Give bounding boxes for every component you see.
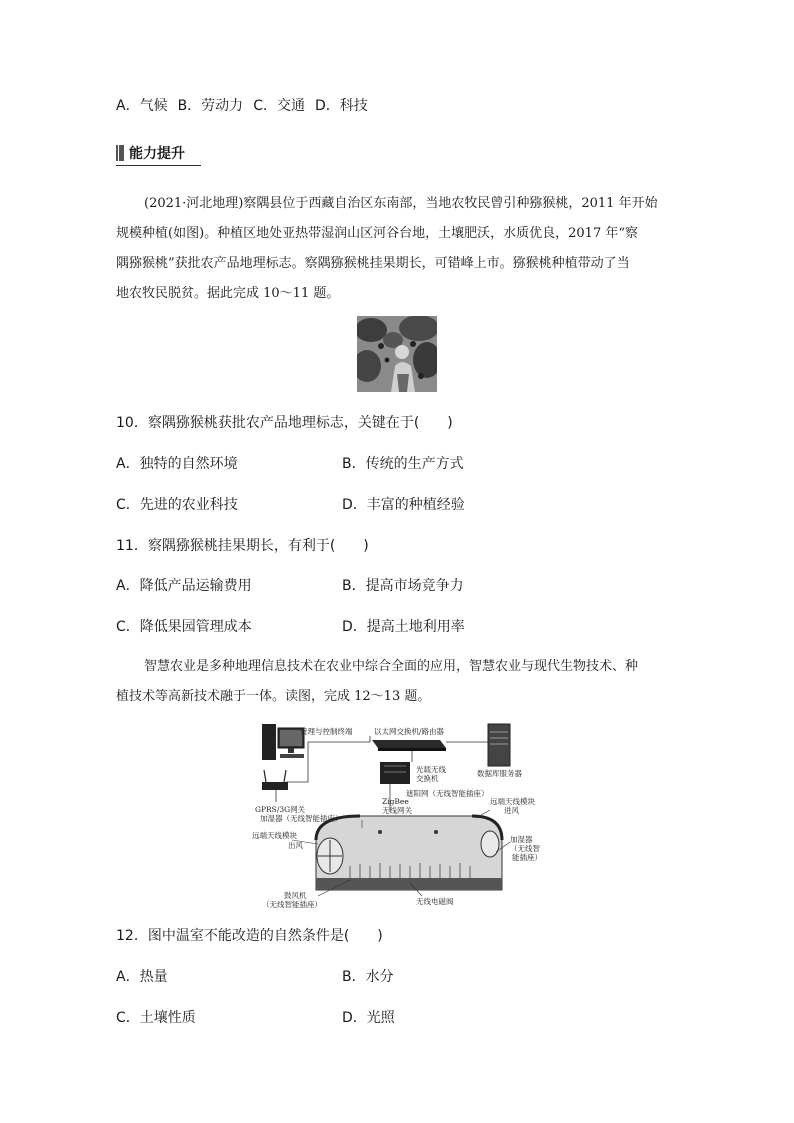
label-remote-out-1: 远端天线模块 xyxy=(252,831,297,840)
q10-option-d: D．丰富的种植经验 xyxy=(342,497,465,513)
label-remote-in-1: 远端天线模块 xyxy=(490,797,535,806)
section-heading xyxy=(116,143,201,166)
label-blower-1: 鼓风机 xyxy=(284,891,307,900)
label-humidifier-right-3: 能插座） xyxy=(512,853,542,862)
q10-stem: 10．察隅猕猴桃获批农产品地理标志，关键在于( ) xyxy=(116,415,453,431)
q9-option-c: C．交通 xyxy=(253,98,305,114)
q10-option-c: C．先进的农业科技 xyxy=(116,497,238,513)
passage-kiwi-line-3: 隅猕猴桃”获批农产品地理标志。察隅猕猴桃挂果期长，可错峰上市。猕猴桃种植带动了当 xyxy=(116,256,630,271)
passage-smart-line-1: 智慧农业是多种地理信息技术在农业中综合全面的应用，智慧农业与现代生物技术、种 xyxy=(144,659,639,674)
q10-option-b: B．传统的生产方式 xyxy=(342,456,464,472)
label-humidifier-top: 加湿器（无线智能插座） xyxy=(260,814,343,823)
label-humidifier-right-1: 加湿器 xyxy=(510,835,533,844)
label-remote-in-2: 进风 xyxy=(504,806,519,815)
label-terminal: 管理与控制终端 xyxy=(300,727,353,736)
label-humidifier-right-2: （无线智 xyxy=(510,844,540,853)
label-blower-2: （无线智能插座） xyxy=(262,900,322,909)
q10-option-a: A．独特的自然环境 xyxy=(116,456,238,472)
label-switch: 以太网交换机/路由器 xyxy=(374,727,445,736)
q12-stem: 12．图中温室不能改造的自然条件是( ) xyxy=(116,928,383,944)
terminal-computer-icon xyxy=(262,724,304,760)
greenhouse-icon xyxy=(316,816,502,890)
section-title: 能力提升 xyxy=(129,146,185,162)
passage-smart-line-2: 植技术等高新技术融于一体。读图，完成 12～13 题。 xyxy=(116,689,431,704)
passage-kiwi-line-4: 地农牧民脱贫。据此完成 10～11 题。 xyxy=(116,286,340,301)
q12-option-d: D．光照 xyxy=(342,1010,395,1026)
q12-option-a: A．热量 xyxy=(116,969,168,985)
smart-greenhouse-diagram xyxy=(240,720,555,910)
q9-option-a: A．气候 xyxy=(116,98,168,114)
section-marker-icon xyxy=(116,145,124,161)
label-optical-1: 光载无线 xyxy=(416,765,446,774)
database-server-icon xyxy=(488,724,510,766)
q12-option-c: C．土壤性质 xyxy=(116,1010,196,1026)
q11-option-a: A．降低产品运输费用 xyxy=(116,578,252,594)
label-zigbee-1: ZigBee xyxy=(382,797,409,806)
passage-kiwi xyxy=(116,189,681,309)
passage-kiwi-line-1: (2021·河北地理)察隅县位于西藏自治区东南部，当地农牧民曾引种猕猴桃，2011 年开始 xyxy=(144,196,658,211)
q9-option-d: D．科技 xyxy=(314,98,368,114)
passage-kiwi-line-2: 规模种植(如图)。种植区地处亚热带湿润山区河谷台地，土壤肥沃，水质优良，2017 年“察 xyxy=(116,226,639,241)
q9-option-b: B．劳动力 xyxy=(177,98,244,114)
q9-options xyxy=(116,96,368,116)
kiwi-photo xyxy=(357,316,437,392)
label-zigbee-2: 无线网关 xyxy=(382,806,412,815)
q11-option-d: D．提高土地利用率 xyxy=(342,619,465,635)
ethernet-switch-icon xyxy=(372,740,446,751)
q12-option-b: B．水分 xyxy=(342,969,394,985)
label-optical-2: 交换机 xyxy=(416,774,439,783)
label-valve: 无线电磁阀 xyxy=(416,897,454,906)
gprs-gateway-icon xyxy=(262,770,288,790)
q11-stem: 11．察隅猕猴桃挂果期长，有利于( ) xyxy=(116,538,369,554)
label-server: 数据库服务器 xyxy=(477,769,522,778)
q11-option-c: C．降低果园管理成本 xyxy=(116,619,252,635)
passage-smart-farming xyxy=(116,652,681,712)
label-gprs: GPRS/3G网关 xyxy=(255,805,306,814)
q11-option-b: B．提高市场竞争力 xyxy=(342,578,464,594)
label-remote-out-2: 出风 xyxy=(288,841,303,850)
optical-switch-icon xyxy=(380,762,410,784)
label-shade-net: 遮阳网（无线智能插座） xyxy=(406,789,489,798)
